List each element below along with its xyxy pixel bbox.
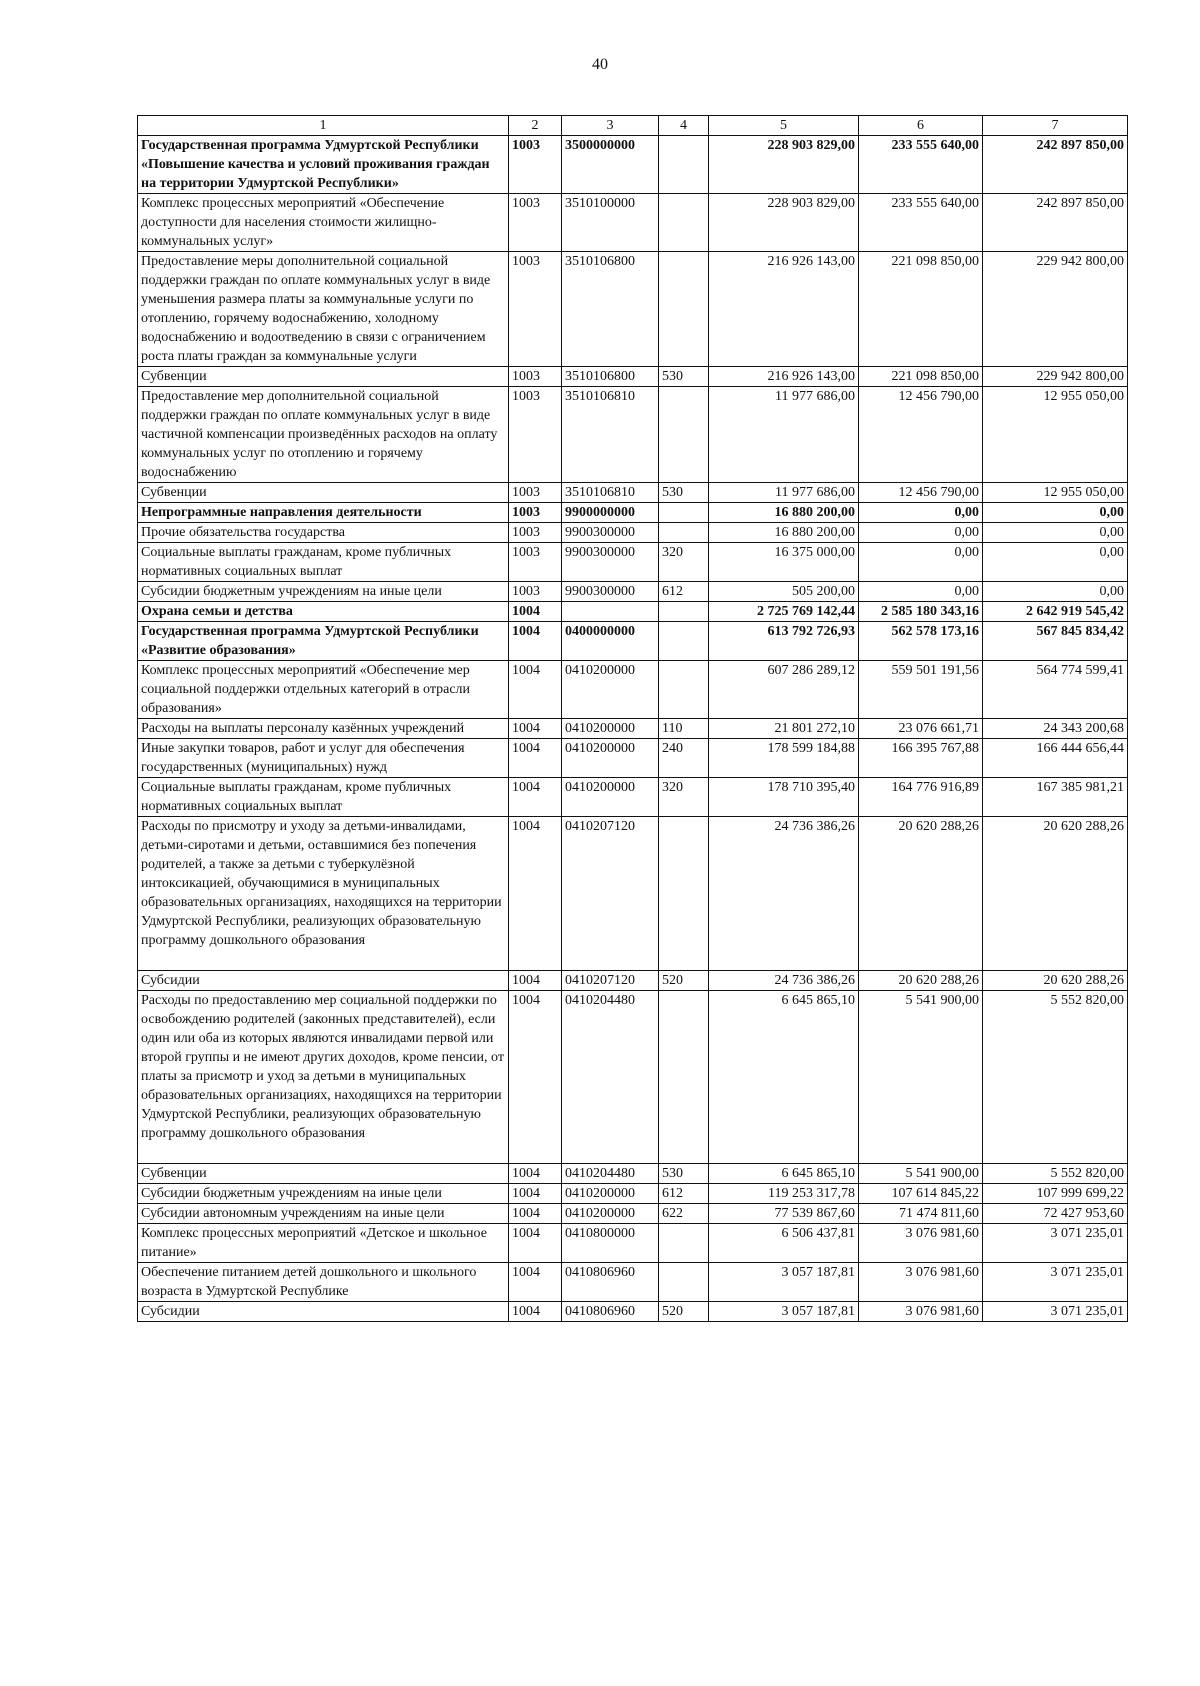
amount-year-1: 77 539 867,60 bbox=[709, 1204, 859, 1224]
expense-type-code: 530 bbox=[659, 367, 709, 387]
target-article-code: 3510106800 bbox=[562, 252, 659, 367]
page-number: 40 bbox=[592, 56, 608, 73]
amount-year-2: 0,00 bbox=[859, 523, 983, 543]
target-article-code: 0410806960 bbox=[562, 1302, 659, 1322]
section-code: 1004 bbox=[509, 1263, 562, 1302]
amount-year-3: 3 071 235,01 bbox=[983, 1224, 1128, 1263]
amount-year-3: 0,00 bbox=[983, 582, 1128, 602]
expense-type-code bbox=[659, 1263, 709, 1302]
expense-type-code: 530 bbox=[659, 483, 709, 503]
amount-year-1: 24 736 386,26 bbox=[709, 971, 859, 991]
row-name: Расходы по присмотру и уходу за детьми-инвалидами, детьми-сиротами и детьми, оставшимися без попечения родителей, а также за детьми с туберкулёзной интоксикацией, обучающимися в муниципальных образовательных организациях, находящихся на территории Удмуртской Республики, реализующих образовательную программу дошкольного образования bbox=[138, 817, 509, 971]
table-row bbox=[138, 194, 1128, 252]
amount-year-2: 20 620 288,26 bbox=[859, 817, 983, 971]
expense-type-code bbox=[659, 991, 709, 1164]
table-row bbox=[138, 523, 1128, 543]
amount-year-1: 21 801 272,10 bbox=[709, 719, 859, 739]
expense-type-code: 530 bbox=[659, 1164, 709, 1184]
amount-year-2: 5 541 900,00 bbox=[859, 991, 983, 1164]
amount-year-1: 228 903 829,00 bbox=[709, 136, 859, 194]
table-row bbox=[138, 719, 1128, 739]
target-article-code: 0410200000 bbox=[562, 661, 659, 719]
header-row bbox=[138, 116, 1128, 136]
expense-type-code bbox=[659, 523, 709, 543]
row-name: Комплекс процессных мероприятий «Обеспечение мер социальной поддержки отдельных категорий в отрасли образования» bbox=[138, 661, 509, 719]
row-name: Непрограммные направления деятельности bbox=[138, 503, 509, 523]
amount-year-2: 3 076 981,60 bbox=[859, 1263, 983, 1302]
table-row bbox=[138, 817, 1128, 971]
row-name: Иные закупки товаров, работ и услуг для обеспечения государственных (муниципальных) нужд bbox=[138, 739, 509, 778]
section-code: 1003 bbox=[509, 367, 562, 387]
amount-year-3: 3 071 235,01 bbox=[983, 1302, 1128, 1322]
row-name: Обеспечение питанием детей дошкольного и школьного возраста в Удмуртской Республике bbox=[138, 1263, 509, 1302]
row-name: Предоставление мер дополнительной социальной поддержки граждан по оплате коммунальных услуг в виде частичной компенсации произведённых расходов на оплату коммунальных услуг по отоплению и горячему водоснабжению bbox=[138, 387, 509, 483]
amount-year-2: 12 456 790,00 bbox=[859, 387, 983, 483]
budget-table bbox=[137, 115, 1128, 1322]
section-code: 1004 bbox=[509, 739, 562, 778]
amount-year-1: 11 977 686,00 bbox=[709, 483, 859, 503]
amount-year-1: 119 253 317,78 bbox=[709, 1184, 859, 1204]
section-code: 1003 bbox=[509, 483, 562, 503]
amount-year-1: 3 057 187,81 bbox=[709, 1302, 859, 1322]
table-row bbox=[138, 503, 1128, 523]
section-code: 1004 bbox=[509, 991, 562, 1164]
amount-year-2: 5 541 900,00 bbox=[859, 1164, 983, 1184]
target-article-code: 0410200000 bbox=[562, 719, 659, 739]
amount-year-3: 564 774 599,41 bbox=[983, 661, 1128, 719]
table-row bbox=[138, 582, 1128, 602]
amount-year-1: 613 792 726,93 bbox=[709, 622, 859, 661]
target-article-code: 0400000000 bbox=[562, 622, 659, 661]
target-article-code: 0410207120 bbox=[562, 971, 659, 991]
amount-year-2: 233 555 640,00 bbox=[859, 136, 983, 194]
expense-type-code: 320 bbox=[659, 543, 709, 582]
amount-year-1: 6 645 865,10 bbox=[709, 991, 859, 1164]
amount-year-2: 2 585 180 343,16 bbox=[859, 602, 983, 622]
amount-year-2: 559 501 191,56 bbox=[859, 661, 983, 719]
table-row bbox=[138, 622, 1128, 661]
expense-type-code: 520 bbox=[659, 971, 709, 991]
target-article-code: 0410207120 bbox=[562, 817, 659, 971]
amount-year-3: 5 552 820,00 bbox=[983, 991, 1128, 1164]
amount-year-1: 3 057 187,81 bbox=[709, 1263, 859, 1302]
amount-year-3: 167 385 981,21 bbox=[983, 778, 1128, 817]
amount-year-1: 11 977 686,00 bbox=[709, 387, 859, 483]
amount-year-2: 107 614 845,22 bbox=[859, 1184, 983, 1204]
row-name: Субсидии бюджетным учреждениям на иные цели bbox=[138, 1184, 509, 1204]
target-article-code: 3510106800 bbox=[562, 367, 659, 387]
table-row bbox=[138, 1204, 1128, 1224]
section-code: 1004 bbox=[509, 817, 562, 971]
expense-type-code bbox=[659, 503, 709, 523]
amount-year-1: 505 200,00 bbox=[709, 582, 859, 602]
row-name: Расходы по предоставлению мер социальной поддержки по освобождению родителей (законных представителей), если один или оба из которых являются инвалидами первой или второй группы и не имеют других доходов, кроме пенсии, от платы за присмотр и уход за детьми в муниципальных образовательных организациях, находящихся на территории Удмуртской Республики, реализующих образовательную программу дошкольного образования bbox=[138, 991, 509, 1164]
table-row bbox=[138, 661, 1128, 719]
row-name: Комплекс процессных мероприятий «Детское и школьное питание» bbox=[138, 1224, 509, 1263]
column-header: 4 bbox=[659, 116, 709, 136]
section-code: 1004 bbox=[509, 971, 562, 991]
table-row bbox=[138, 543, 1128, 582]
expense-type-code bbox=[659, 817, 709, 971]
row-name: Социальные выплаты гражданам, кроме публичных нормативных социальных выплат bbox=[138, 543, 509, 582]
amount-year-2: 233 555 640,00 bbox=[859, 194, 983, 252]
amount-year-3: 567 845 834,42 bbox=[983, 622, 1128, 661]
amount-year-3: 242 897 850,00 bbox=[983, 194, 1128, 252]
amount-year-3: 166 444 656,44 bbox=[983, 739, 1128, 778]
amount-year-2: 221 098 850,00 bbox=[859, 252, 983, 367]
table-row bbox=[138, 971, 1128, 991]
expense-type-code: 612 bbox=[659, 582, 709, 602]
section-code: 1004 bbox=[509, 661, 562, 719]
amount-year-2: 3 076 981,60 bbox=[859, 1302, 983, 1322]
table-row bbox=[138, 387, 1128, 483]
amount-year-2: 12 456 790,00 bbox=[859, 483, 983, 503]
column-header: 5 bbox=[709, 116, 859, 136]
amount-year-2: 221 098 850,00 bbox=[859, 367, 983, 387]
table-row bbox=[138, 483, 1128, 503]
target-article-code: 9900000000 bbox=[562, 503, 659, 523]
amount-year-3: 3 071 235,01 bbox=[983, 1263, 1128, 1302]
row-name: Прочие обязательства государства bbox=[138, 523, 509, 543]
section-code: 1004 bbox=[509, 778, 562, 817]
expense-type-code bbox=[659, 622, 709, 661]
amount-year-1: 607 286 289,12 bbox=[709, 661, 859, 719]
amount-year-3: 5 552 820,00 bbox=[983, 1164, 1128, 1184]
amount-year-3: 229 942 800,00 bbox=[983, 367, 1128, 387]
row-name: Субсидии бюджетным учреждениям на иные цели bbox=[138, 582, 509, 602]
expense-type-code bbox=[659, 602, 709, 622]
target-article-code: 3510100000 bbox=[562, 194, 659, 252]
section-code: 1004 bbox=[509, 1184, 562, 1204]
row-name: Субвенции bbox=[138, 483, 509, 503]
amount-year-3: 72 427 953,60 bbox=[983, 1204, 1128, 1224]
expense-type-code: 520 bbox=[659, 1302, 709, 1322]
section-code: 1003 bbox=[509, 503, 562, 523]
section-code: 1004 bbox=[509, 1164, 562, 1184]
table-row bbox=[138, 1184, 1128, 1204]
target-article-code: 0410806960 bbox=[562, 1263, 659, 1302]
amount-year-2: 23 076 661,71 bbox=[859, 719, 983, 739]
row-name: Субвенции bbox=[138, 367, 509, 387]
amount-year-3: 20 620 288,26 bbox=[983, 817, 1128, 971]
section-code: 1004 bbox=[509, 1224, 562, 1263]
table-row bbox=[138, 367, 1128, 387]
amount-year-1: 228 903 829,00 bbox=[709, 194, 859, 252]
row-name: Предоставление меры дополнительной социальной поддержки граждан по оплате коммунальных услуг в виде уменьшения размера платы за коммунальные услуги по отоплению, горячему водоснабжению, холодному водоснабжению и водоотведению в связи с ограничением роста платы граждан за коммунальные услуги bbox=[138, 252, 509, 367]
table-body bbox=[138, 136, 1128, 1322]
section-code: 1004 bbox=[509, 602, 562, 622]
expense-type-code: 612 bbox=[659, 1184, 709, 1204]
amount-year-3: 229 942 800,00 bbox=[983, 252, 1128, 367]
row-name: Субсидии bbox=[138, 1302, 509, 1322]
target-article-code: 3510106810 bbox=[562, 483, 659, 503]
section-code: 1004 bbox=[509, 719, 562, 739]
section-code: 1004 bbox=[509, 1204, 562, 1224]
amount-year-2: 0,00 bbox=[859, 503, 983, 523]
table-row bbox=[138, 991, 1128, 1164]
amount-year-1: 2 725 769 142,44 bbox=[709, 602, 859, 622]
target-article-code: 3510106810 bbox=[562, 387, 659, 483]
amount-year-1: 6 645 865,10 bbox=[709, 1164, 859, 1184]
column-header: 6 bbox=[859, 116, 983, 136]
table-row bbox=[138, 1263, 1128, 1302]
expense-type-code: 622 bbox=[659, 1204, 709, 1224]
target-article-code: 0410800000 bbox=[562, 1224, 659, 1263]
row-name: Субсидии автономным учреждениям на иные цели bbox=[138, 1204, 509, 1224]
amount-year-1: 178 599 184,88 bbox=[709, 739, 859, 778]
row-name: Социальные выплаты гражданам, кроме публичных нормативных социальных выплат bbox=[138, 778, 509, 817]
amount-year-3: 0,00 bbox=[983, 543, 1128, 582]
section-code: 1003 bbox=[509, 582, 562, 602]
section-code: 1003 bbox=[509, 543, 562, 582]
table-row bbox=[138, 136, 1128, 194]
target-article-code: 0410200000 bbox=[562, 739, 659, 778]
expense-type-code bbox=[659, 252, 709, 367]
expense-type-code bbox=[659, 387, 709, 483]
column-header: 2 bbox=[509, 116, 562, 136]
column-header: 3 bbox=[562, 116, 659, 136]
row-name: Государственная программа Удмуртской Республики «Развитие образования» bbox=[138, 622, 509, 661]
row-name: Субсидии bbox=[138, 971, 509, 991]
section-code: 1003 bbox=[509, 252, 562, 367]
amount-year-2: 164 776 916,89 bbox=[859, 778, 983, 817]
amount-year-2: 3 076 981,60 bbox=[859, 1224, 983, 1263]
section-code: 1003 bbox=[509, 523, 562, 543]
row-name: Субвенции bbox=[138, 1164, 509, 1184]
amount-year-1: 16 375 000,00 bbox=[709, 543, 859, 582]
target-article-code: 0410200000 bbox=[562, 778, 659, 817]
amount-year-3: 2 642 919 545,42 bbox=[983, 602, 1128, 622]
amount-year-2: 562 578 173,16 bbox=[859, 622, 983, 661]
target-article-code: 0410204480 bbox=[562, 1164, 659, 1184]
amount-year-3: 24 343 200,68 bbox=[983, 719, 1128, 739]
expense-type-code: 110 bbox=[659, 719, 709, 739]
row-name: Комплекс процессных мероприятий «Обеспечение доступности для населения стоимости жилищно-коммунальных услуг» bbox=[138, 194, 509, 252]
amount-year-3: 12 955 050,00 bbox=[983, 483, 1128, 503]
section-code: 1004 bbox=[509, 622, 562, 661]
amount-year-1: 216 926 143,00 bbox=[709, 252, 859, 367]
amount-year-2: 0,00 bbox=[859, 582, 983, 602]
amount-year-3: 12 955 050,00 bbox=[983, 387, 1128, 483]
section-code: 1004 bbox=[509, 1302, 562, 1322]
amount-year-1: 24 736 386,26 bbox=[709, 817, 859, 971]
target-article-code: 9900300000 bbox=[562, 543, 659, 582]
table-row bbox=[138, 1302, 1128, 1322]
amount-year-2: 20 620 288,26 bbox=[859, 971, 983, 991]
table-row bbox=[138, 1164, 1128, 1184]
row-name: Расходы на выплаты персоналу казённых учреждений bbox=[138, 719, 509, 739]
target-article-code: 0410200000 bbox=[562, 1204, 659, 1224]
expense-type-code bbox=[659, 661, 709, 719]
amount-year-2: 0,00 bbox=[859, 543, 983, 582]
amount-year-1: 16 880 200,00 bbox=[709, 523, 859, 543]
amount-year-2: 71 474 811,60 bbox=[859, 1204, 983, 1224]
target-article-code: 3500000000 bbox=[562, 136, 659, 194]
table-row bbox=[138, 778, 1128, 817]
section-code: 1003 bbox=[509, 387, 562, 483]
target-article-code bbox=[562, 602, 659, 622]
amount-year-1: 6 506 437,81 bbox=[709, 1224, 859, 1263]
amount-year-2: 166 395 767,88 bbox=[859, 739, 983, 778]
amount-year-1: 216 926 143,00 bbox=[709, 367, 859, 387]
amount-year-1: 16 880 200,00 bbox=[709, 503, 859, 523]
amount-year-1: 178 710 395,40 bbox=[709, 778, 859, 817]
expense-type-code bbox=[659, 194, 709, 252]
amount-year-3: 20 620 288,26 bbox=[983, 971, 1128, 991]
target-article-code: 9900300000 bbox=[562, 582, 659, 602]
target-article-code: 9900300000 bbox=[562, 523, 659, 543]
table-row bbox=[138, 739, 1128, 778]
target-article-code: 0410200000 bbox=[562, 1184, 659, 1204]
column-header: 1 bbox=[138, 116, 509, 136]
row-name: Государственная программа Удмуртской Республики «Повышение качества и условий проживания граждан на территории Удмуртской Республики» bbox=[138, 136, 509, 194]
amount-year-3: 107 999 699,22 bbox=[983, 1184, 1128, 1204]
target-article-code: 0410204480 bbox=[562, 991, 659, 1164]
expense-type-code: 320 bbox=[659, 778, 709, 817]
column-header: 7 bbox=[983, 116, 1128, 136]
table-row bbox=[138, 602, 1128, 622]
amount-year-3: 242 897 850,00 bbox=[983, 136, 1128, 194]
expense-type-code bbox=[659, 1224, 709, 1263]
amount-year-3: 0,00 bbox=[983, 523, 1128, 543]
table-row bbox=[138, 1224, 1128, 1263]
table-row bbox=[138, 252, 1128, 367]
amount-year-3: 0,00 bbox=[983, 503, 1128, 523]
row-name: Охрана семьи и детства bbox=[138, 602, 509, 622]
expense-type-code bbox=[659, 136, 709, 194]
section-code: 1003 bbox=[509, 136, 562, 194]
section-code: 1003 bbox=[509, 194, 562, 252]
expense-type-code: 240 bbox=[659, 739, 709, 778]
